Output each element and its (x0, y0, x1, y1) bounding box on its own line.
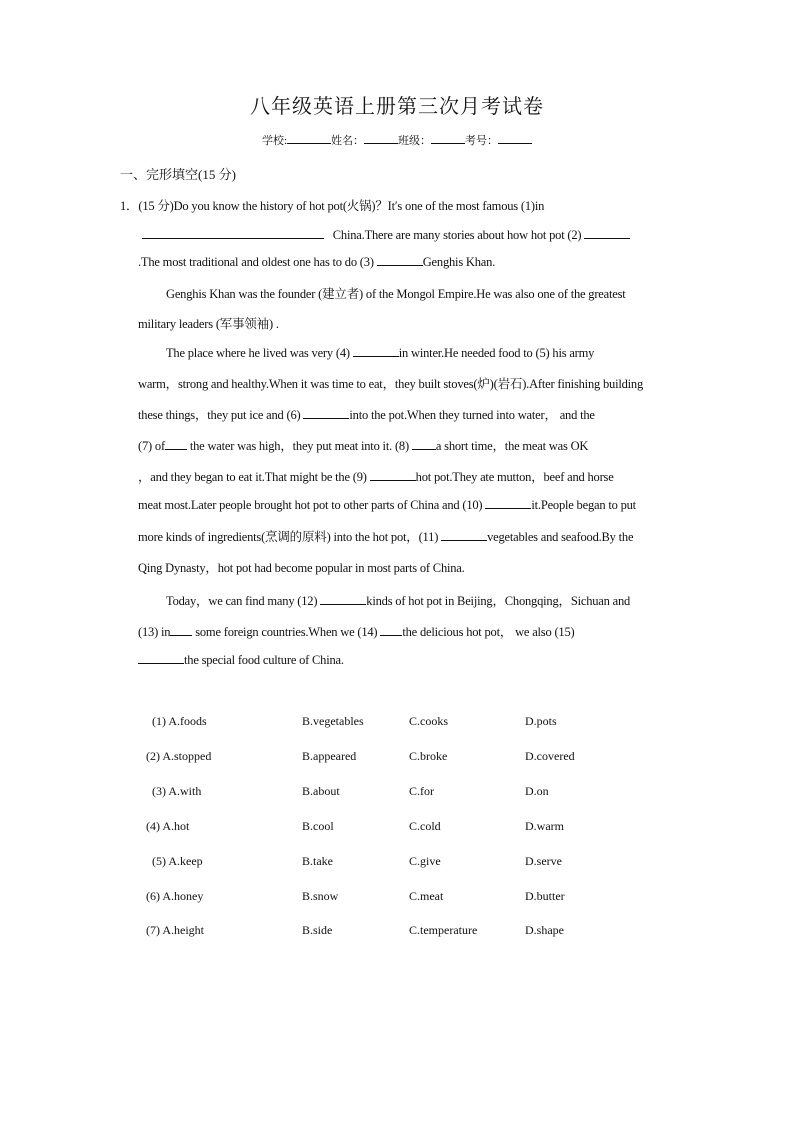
passage-text: meat most.Later people brought hot pot to other parts of China and (10) (138, 498, 483, 512)
option-b[interactable]: B.snow (302, 889, 339, 903)
passage-text: more kinds of ingredients(烹调的原料) into the hot pot，(11) (138, 530, 439, 544)
passage-text: some foreign countries.When we (14) (195, 625, 378, 639)
option-a[interactable]: (4) A.hot (146, 819, 190, 833)
passage-line (120, 196, 544, 214)
class-label: 班级： (398, 135, 432, 147)
answer-blank-11[interactable] (441, 529, 487, 541)
passage-text: Genghis Khan was the founder (建立者) of the Mongol Empire.He was also one of the greatest (166, 287, 626, 301)
passage-text: (7) of (138, 439, 165, 453)
option-c[interactable]: C.cooks (409, 714, 448, 728)
school-blank[interactable] (287, 133, 331, 144)
option-b[interactable]: B.about (302, 784, 340, 798)
passage-text: into the pot.When they turned into water， and the (349, 408, 595, 422)
passage-line (138, 622, 574, 640)
passage-text: warm，strong and healthy.When it was time to eat，they built stoves(炉)(岩石).After finishing building (138, 377, 644, 391)
passage-text: in winter.He needed food to (5) his army (398, 346, 595, 360)
passage-text: the delicious hot pot， we also (15) (402, 625, 575, 639)
option-c[interactable]: C.meat (409, 889, 444, 903)
passage-text: ，and they began to eat it.That might be the (9) (138, 470, 367, 484)
option-d[interactable]: D.serve (525, 854, 562, 868)
passage-text: vegetables and seafood.By the (487, 530, 634, 544)
passage-text: kinds of hot pot in Beijing，Chongqing，Sichuan and (366, 594, 631, 608)
option-b[interactable]: B.appeared (302, 749, 357, 763)
option-row (0, 889, 794, 909)
option-row (0, 923, 794, 943)
passage-line (138, 652, 344, 668)
class-blank[interactable] (431, 133, 465, 144)
passage-text: China.There are many stories about how hot pot (2) (332, 228, 582, 242)
page-title: 八年级英语上册第三次月考试卷 (250, 96, 544, 118)
passage-text: Today，we can find many (12) (166, 594, 318, 608)
option-a[interactable]: (2) A.stopped (146, 749, 212, 763)
passage-text: the water was high，they put meat into it. (8) (189, 439, 409, 453)
option-c[interactable]: C.give (409, 854, 441, 868)
answer-blank-13[interactable] (170, 624, 192, 636)
student-info-line (0, 132, 794, 148)
passage-line (142, 227, 630, 243)
option-c[interactable]: C.cold (409, 819, 441, 833)
question-number: 1． (120, 199, 139, 213)
option-a[interactable]: (7) A.height (146, 923, 204, 937)
option-d[interactable]: D.on (525, 784, 549, 798)
option-a[interactable]: (6) A.honey (146, 889, 204, 903)
answer-blank-14[interactable] (380, 624, 402, 636)
passage-line (138, 558, 465, 576)
name-label: 姓名： (331, 135, 365, 147)
passage-line (138, 436, 588, 454)
option-c[interactable]: C.temperature (409, 923, 478, 937)
passage-line (166, 284, 626, 302)
answer-blank-6[interactable] (303, 407, 349, 419)
passage-text: (13) in (138, 625, 171, 639)
passage-line (138, 374, 643, 392)
passage-line (138, 254, 495, 270)
passage-text: .The most traditional and oldest one has to do (3) (138, 255, 374, 269)
answer-blank-1[interactable] (142, 227, 324, 239)
passage-text: (15 分)Do you know the history of hot pot(火锅)？It′s one of the most famous (1)in (138, 199, 545, 213)
option-a[interactable]: (1) A.foods (152, 714, 207, 728)
option-row (0, 749, 794, 769)
answer-blank-4[interactable] (353, 345, 399, 357)
passage-line (138, 527, 633, 545)
option-b[interactable]: B.cool (302, 819, 334, 833)
option-row (0, 784, 794, 804)
option-d[interactable]: D.butter (525, 889, 565, 903)
passage-line (138, 405, 595, 423)
passage-text: Qing Dynasty，hot pot had become popular in most parts of China. (138, 561, 465, 575)
answer-blank-10[interactable] (485, 497, 531, 509)
answer-blank-15[interactable] (138, 652, 184, 664)
name-blank[interactable] (364, 133, 398, 144)
passage-text: Genghis Khan. (422, 255, 496, 269)
option-c[interactable]: C.broke (409, 749, 448, 763)
passage-text: it.People began to put (531, 498, 636, 512)
option-b[interactable]: B.take (302, 854, 333, 868)
option-d[interactable]: D.shape (525, 923, 564, 937)
option-c[interactable]: C.for (409, 784, 434, 798)
answer-blank-7[interactable] (165, 438, 187, 450)
option-b[interactable]: B.side (302, 923, 333, 937)
exam-no-blank[interactable] (498, 133, 532, 144)
passage-text: these things，they put ice and (6) (138, 408, 301, 422)
passage-text: The place where he lived was very (4) (166, 346, 350, 360)
answer-blank-12[interactable] (320, 593, 366, 605)
school-label: 学校: (261, 135, 288, 147)
option-row (0, 854, 794, 874)
option-a[interactable]: (3) A.with (152, 784, 202, 798)
passage-text: the special food culture of China. (184, 653, 344, 667)
option-row (0, 714, 794, 734)
answer-blank-8[interactable] (412, 438, 436, 450)
option-d[interactable]: D.pots (525, 714, 557, 728)
section-heading: 一、完形填空(15 分) (120, 167, 236, 182)
answer-blank-3[interactable] (377, 254, 423, 266)
option-row (0, 819, 794, 839)
passage-text: military leaders (军事领袖) . (138, 317, 279, 331)
answer-blank-2[interactable] (584, 227, 630, 239)
option-d[interactable]: D.warm (525, 819, 564, 833)
passage-line (166, 591, 630, 609)
passage-text: a short time，the meat was OK (435, 439, 589, 453)
exam-no-label: 考号： (465, 135, 499, 147)
passage-line (138, 497, 636, 513)
passage-line (138, 314, 279, 332)
option-a[interactable]: (5) A.keep (152, 854, 203, 868)
passage-line (166, 345, 594, 361)
option-b[interactable]: B.vegetables (302, 714, 364, 728)
answer-blank-9[interactable] (370, 469, 416, 481)
option-d[interactable]: D.covered (525, 749, 575, 763)
passage-line (138, 467, 614, 485)
passage-text: hot pot.They ate mutton，beef and horse (415, 470, 614, 484)
